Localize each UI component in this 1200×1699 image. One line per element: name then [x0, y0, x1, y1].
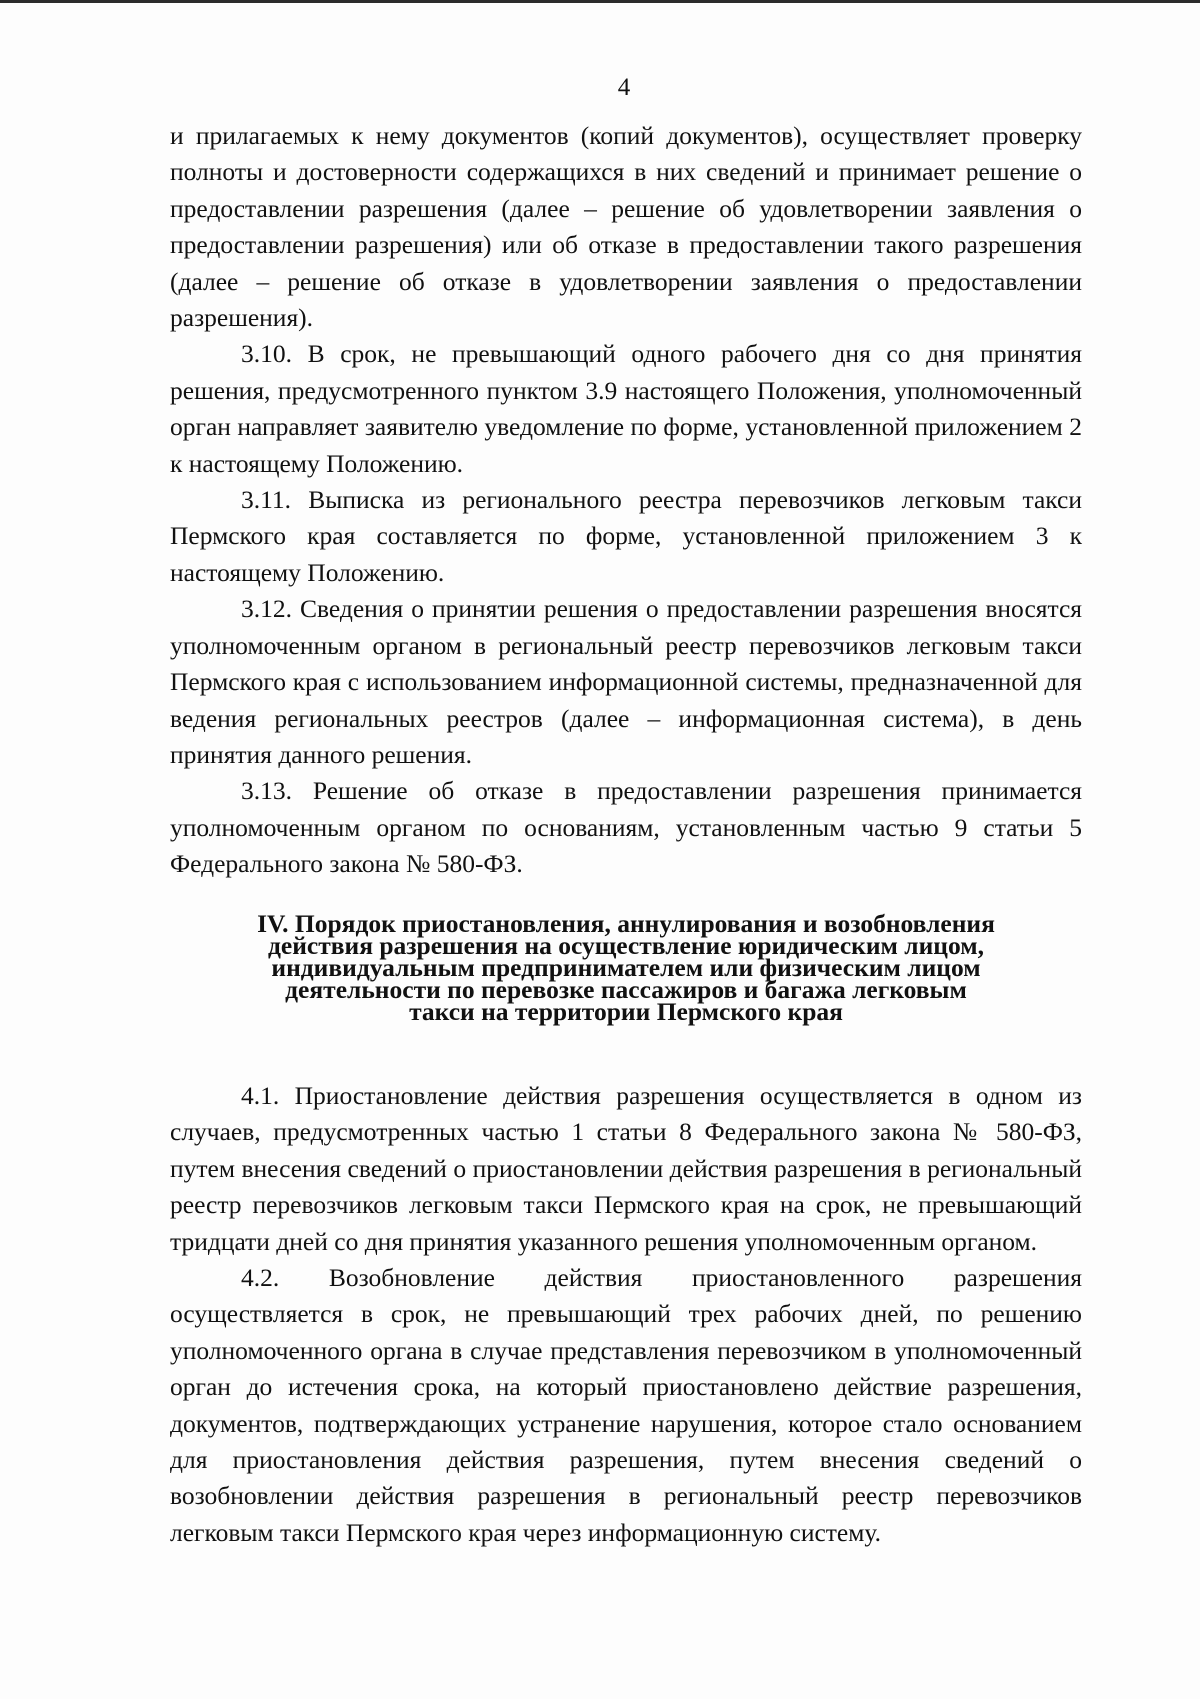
- paragraph-4-1: 4.1. Приостановление действия разрешения осуществляется в одном из случаев, предусмотренных частью 1 статьи 8 Федерального закона № 580-ФЗ, путем внесения сведений о приостановлении действия разрешения в региональный реестр перевозчиков легковым такси Пермского края на срок, не превышающий тридцати дней со дня принятия указанного решения уполномоченным органом.: [170, 1081, 1082, 1256]
- section-heading-line: деятельности по перевозке пассажиров и багажа легковым: [285, 975, 967, 1004]
- paragraph-3-10: 3.10. В срок, не превышающий одного рабочего дня со дня принятия решения, предусмотренного пунктом 3.9 настоящего Положения, уполномоченный орган направляет заявителю уведомление по форме, установленной приложением 2 к настоящему Положению.: [170, 339, 1082, 478]
- section-heading-line: такси на территории Пермского края: [409, 997, 843, 1026]
- paragraph-3-9-continuation: и прилагаемых к нему документов (копий документов), осуществляет проверку полноты и достоверности содержащихся в них сведений и принимает решение о предоставлении разрешения (далее – решение об удовлетворении заявления о предоставлении разрешения) или об отказе в предоставлении такого разрешения (далее – решение об отказе в удовлетворении заявления о предоставлении разрешения).: [170, 121, 1082, 333]
- bottom-text-block: [170, 1078, 1082, 1551]
- section-heading-line: индивидуальным предпринимателем или физическим лицом: [271, 953, 981, 982]
- section-heading-line: действия разрешения на осуществление юридическим лицом,: [267, 931, 985, 960]
- scan-top-edge: [0, 0, 1200, 3]
- paragraph-4-2: 4.2. Возобновление действия приостановленного разрешения осуществляется в срок, не превышающий трех рабочих дней, по решению уполномоченного органа в случае представления перевозчиком в уполномоченный орган до истечения срока, на который приостановлено действие разрешения, документов, подтверждающих устранение нарушения, которое стало основанием для приостановления действия разрешения, путем внесения сведений о возобновлении действия разрешения в региональный реестр перевозчиков легковым такси Пермского края через информационную систему.: [170, 1263, 1082, 1547]
- paragraph-3-11: 3.11. Выписка из регионального реестра перевозчиков легковым такси Пермского края составляется по форме, установленной приложением 3 к настоящему Положению.: [170, 485, 1082, 587]
- paragraph-3-12: 3.12. Сведения о принятии решения о предоставлении разрешения вносятся уполномоченным органом в региональный реестр перевозчиков легковым такси Пермского края с использованием информационной системы, предназначенной для ведения региональных реестров (далее – информационная система), в день принятия данного решения.: [170, 594, 1082, 769]
- section-heading-line: IV. Порядок приостановления, аннулирования и возобновления: [257, 909, 995, 938]
- page-number: 4: [617, 74, 631, 101]
- top-text-block: [170, 118, 1082, 883]
- section-heading: [170, 909, 1082, 1026]
- paragraph-3-13: 3.13. Решение об отказе в предоставлении разрешения принимается уполномоченным органом по основаниям, установленным частью 9 статьи 5 Федерального закона № 580-ФЗ.: [170, 776, 1082, 879]
